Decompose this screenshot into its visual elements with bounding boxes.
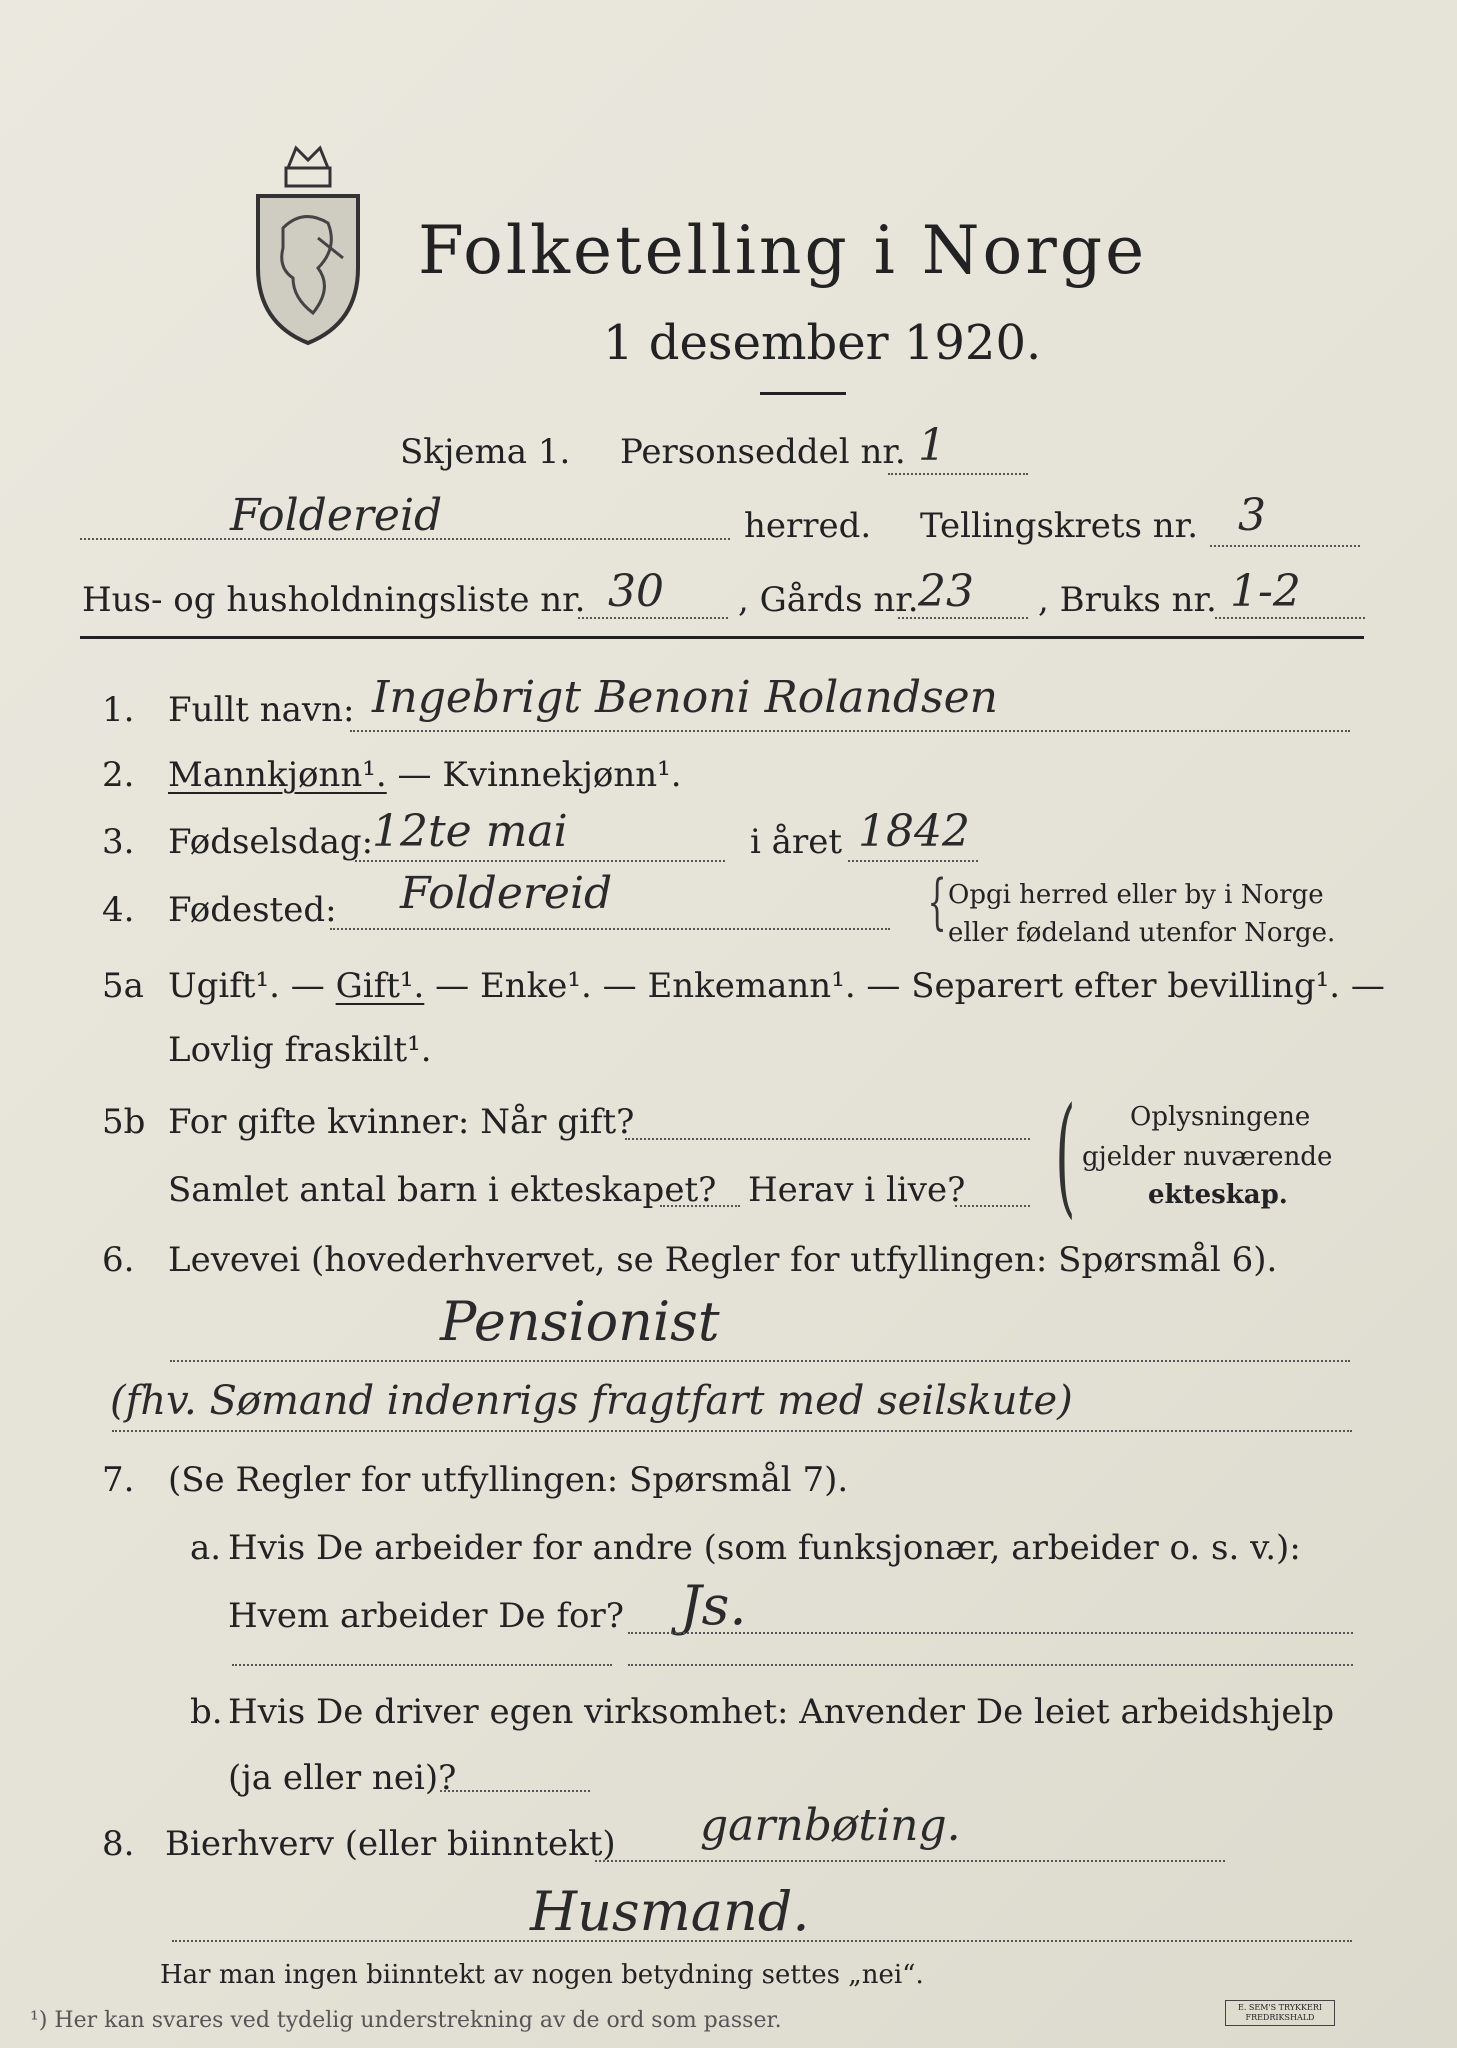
q8-line2: [172, 1940, 1352, 1942]
hus-value: 30: [608, 566, 664, 617]
q3-year-line: [848, 860, 978, 862]
employer-value: Js.: [680, 1574, 747, 1637]
personseddel-value: 1: [918, 420, 946, 471]
footnote-underline: ¹) Her kan svares ved tydelig understrekning av de ord som passer.: [30, 2008, 782, 2033]
tellingskrets-value: 3: [1238, 490, 1266, 541]
q3-year-label: i året: [750, 822, 842, 862]
skjema-label: Skjema 1.: [400, 432, 571, 472]
q5a-other-options: — Enke¹. — Enkemann¹. — Separert efter bevilling¹. —: [435, 966, 1385, 1006]
q8-label: Bierhverv (eller biinntekt): [165, 1824, 616, 1864]
herred-line: [80, 538, 730, 540]
q7b-line: [440, 1790, 590, 1792]
kvinnekjonn-option: Kvinnekjønn¹.: [442, 755, 682, 795]
q5a-number: 5a: [102, 966, 144, 1006]
gards-line: [898, 617, 1028, 619]
birthplace-value: Foldereid: [400, 868, 613, 919]
q7a-line2a: [232, 1664, 612, 1666]
q5b-children-label: Samlet antal barn i ekteskapet?: [168, 1170, 717, 1210]
q5b-note-line1: Oplysningene: [1130, 1102, 1311, 1132]
q4-note-line1: Opgi herred eller by i Norge: [948, 880, 1324, 910]
hus-line: [578, 617, 728, 619]
ugift-option: Ugift¹. —: [168, 966, 325, 1006]
side-income-value: garnbøting.: [700, 1800, 961, 1851]
tellingskrets-line: [1210, 545, 1360, 547]
q6-line1: [170, 1360, 1350, 1362]
q5b-alive-line: [955, 1205, 1030, 1207]
header-rule: [80, 636, 1364, 639]
occupation-value: Pensionist: [440, 1290, 720, 1353]
full-name-value: Ingebrigt Benoni Rolandsen: [372, 672, 999, 723]
q7b-label: Hvis De driver egen virksomhet: Anvender De leiet arbeidshjelp: [228, 1692, 1335, 1732]
q5b-number: 5b: [102, 1102, 146, 1142]
q7a-line1: [628, 1632, 1353, 1634]
q4-number: 4.: [102, 890, 135, 930]
personseddel-label: Personseddel nr.: [620, 432, 906, 472]
birth-year-value: 1842: [858, 806, 970, 857]
occupation-former-value: (fhv. Sømand indenrigs fragtfart med seilskute): [110, 1378, 1073, 1424]
footnote-nei: Har man ingen biinntekt av nogen betydning settes „nei“.: [160, 1960, 924, 1990]
q5b-brace: (: [1055, 1079, 1076, 1231]
q3-number: 3.: [102, 822, 135, 862]
q5b-note-line3: ekteskap.: [1148, 1180, 1288, 1210]
q6-label: Levevei (hovederhvervet, se Regler for utfyllingen: Spørsmål 6).: [168, 1240, 1278, 1280]
herred-label: herred.: [744, 506, 872, 546]
herred-value: Foldereid: [230, 490, 443, 541]
q7-label: (Se Regler for utfyllingen: Spørsmål 7).: [168, 1460, 849, 1500]
q4-brace: {: [927, 867, 947, 937]
tellingskrets-label: Tellingskrets nr.: [920, 506, 1199, 546]
q7b-number: b.: [190, 1692, 223, 1732]
gift-option: Gift¹.: [335, 966, 425, 1006]
form-title: Folketelling i Norge: [418, 212, 1148, 289]
q7a-employer-label: Hvem arbeider De for?: [228, 1596, 624, 1636]
census-date: 1 desember 1920.: [603, 315, 1042, 371]
gards-value: 23: [918, 566, 974, 617]
q5b-alive-label: Herav i live?: [748, 1170, 966, 1210]
q7-number: 7.: [102, 1460, 135, 1500]
q5b-when-married-label: For gifte kvinner: Når gift?: [168, 1102, 635, 1142]
q1-line: [350, 730, 1350, 732]
q3-date-line: [355, 860, 725, 862]
personseddel-line: [888, 473, 1028, 475]
lovlig-fraskilt-option: Lovlig fraskilt¹.: [168, 1030, 432, 1070]
q1-label: Fullt navn:: [168, 690, 355, 730]
bruks-line: [1215, 617, 1365, 619]
q6-number: 6.: [102, 1240, 135, 1280]
norway-coat-of-arms-icon: [248, 138, 368, 348]
q5b-note-line2: gjelder nuværende: [1082, 1142, 1333, 1172]
q2-number: 2.: [102, 755, 135, 795]
q5b-children-line: [660, 1205, 740, 1207]
q5b-when-line: [625, 1138, 1030, 1140]
q4-line: [330, 928, 890, 930]
q6-line2: [112, 1430, 1352, 1432]
q3-label: Fødselsdag:: [168, 822, 374, 862]
q7a-line2b: [628, 1664, 1353, 1666]
mannkjonn-option: Mannkjønn¹.: [168, 755, 387, 795]
q7a-label: Hvis De arbeider for andre (som funksjonær, arbeider o. s. v.):: [228, 1528, 1301, 1568]
q4-label: Fødested:: [168, 890, 337, 930]
bruks-label: , Bruks nr.: [1038, 580, 1217, 620]
q1-number: 1.: [102, 690, 135, 730]
bruks-value: 1-2: [1230, 566, 1301, 617]
gards-label: , Gårds nr.: [738, 580, 919, 620]
q7a-number: a.: [190, 1528, 222, 1568]
q8-line1: [595, 1860, 1225, 1862]
hus-label: Hus- og husholdningsliste nr.: [82, 580, 586, 620]
q8-number: 8.: [102, 1824, 135, 1864]
title-divider: [760, 392, 846, 395]
birth-date-value: 12te mai: [372, 806, 568, 857]
printer-mark: E. SEM'S TRYKKERI FREDRIKSHALD: [1225, 2000, 1335, 2026]
q2-separator: —: [386, 755, 443, 795]
q7b-yes-no-label: (ja eller nei)?: [228, 1758, 457, 1798]
q4-note-line2: eller fødeland utenfor Norge.: [948, 918, 1336, 948]
side-income-value-2: Husmand.: [530, 1880, 810, 1943]
